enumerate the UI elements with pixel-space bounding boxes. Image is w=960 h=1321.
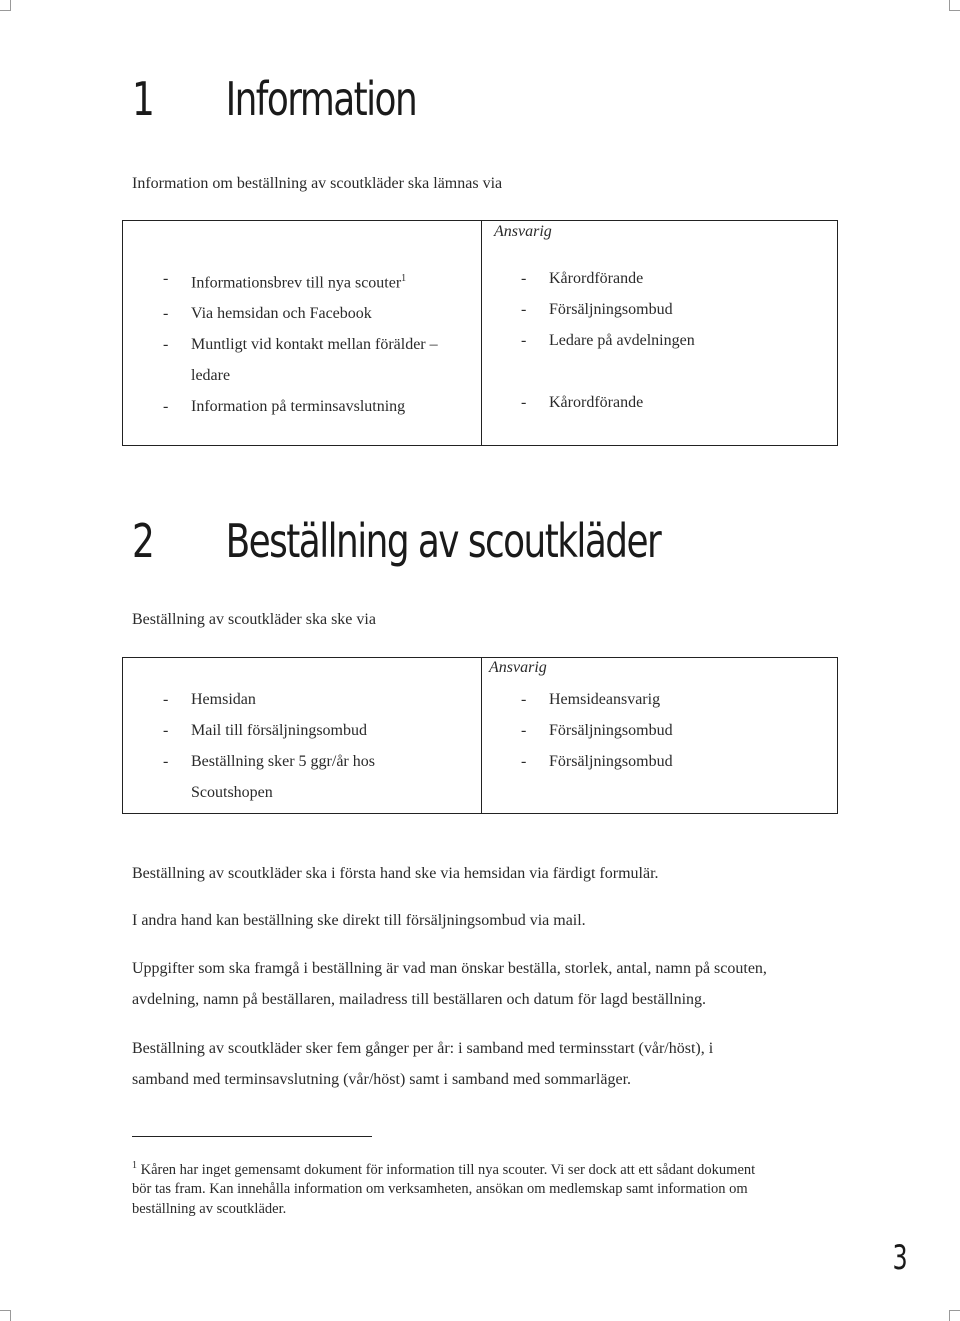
list-item: - Försäljningsombud (521, 753, 673, 770)
list-item: - Mail till försäljningsombud (163, 722, 367, 739)
list-item: - Försäljningsombud (521, 722, 673, 739)
crop-mark-top-left (0, 0, 11, 11)
table-divider (481, 221, 482, 445)
list-item: - Beställning sker 5 ggr/år hos (163, 753, 375, 770)
paragraph-order-schedule-line-2: samband med terminsavslutning (vår/höst) samt i samband med sommarläger. (132, 1071, 632, 1088)
list-item: - Information på terminsavslutning (163, 398, 406, 416)
list-item: - Kårordförande (521, 394, 644, 411)
section-2-number: 2 (132, 514, 154, 568)
footnote-line-2: bör tas fram. Kan innehålla information om verksamheten, ansökan om medlemskap samt information om (132, 1181, 748, 1198)
list-item: - Försäljningsombud (521, 301, 673, 318)
section-1-heading (132, 72, 416, 126)
footnote-mark: 1 (132, 1160, 137, 1171)
list-item: - Kårordförande (521, 270, 644, 287)
crop-mark-bottom-right (949, 1310, 960, 1321)
list-item-continuation: Scoutshopen (191, 784, 273, 801)
crop-mark-top-right (949, 0, 960, 11)
section-2-intro: Beställning av scoutkläder ska ske via (132, 611, 376, 628)
section-1-ansvarig-header: Ansvarig (494, 223, 552, 240)
paragraph-second-hand: I andra hand kan beställning ske direkt till försäljningsombud via mail. (132, 912, 586, 929)
section-2-right-list (521, 684, 673, 777)
list-item-continuation: ledare (191, 367, 231, 385)
section-2-table (122, 657, 838, 814)
list-item: - Hemsidan (163, 691, 256, 708)
section-2-ansvarig-header: Ansvarig (489, 659, 547, 676)
list-item: - Informationsbrev till nya scouter$^1$ (163, 270, 407, 292)
list-item-spacer (521, 356, 695, 387)
table-divider (481, 658, 482, 813)
section-2-heading (132, 514, 660, 568)
section-2-left-list (163, 684, 375, 808)
list-item: - Hemsideansvarig (521, 691, 661, 708)
section-1-right-list (521, 263, 695, 418)
paragraph-first-hand: Beställning av scoutkläder ska i första hand ske via hemsidan via färdigt formulär. (132, 865, 659, 882)
list-item: - Ledare på avdelningen (521, 332, 695, 349)
section-1-title: Information (225, 72, 417, 126)
section-1-intro: Information om beställning av scoutkläder ska lämnas via (132, 175, 503, 192)
list-item: - Via hemsidan och Facebook (163, 305, 372, 323)
section-2-title: Beställning av scoutkläder (225, 514, 661, 568)
paragraph-order-schedule-line-1: Beställning av scoutkläder sker fem gånger per år: i samband med terminsstart (vår/höst), i (132, 1040, 714, 1057)
footnote-line-3: beställning av scoutkläder. (132, 1200, 287, 1217)
paragraph-order-details-line-2: avdelning, namn på beställaren, mailadress till beställaren och datum för lagd beställning. (132, 991, 707, 1008)
crop-mark-bottom-left (0, 1310, 11, 1321)
section-1-left-list (163, 263, 438, 422)
section-1-number: 1 (132, 72, 154, 126)
paragraph-order-details-line-1: Uppgifter som ska framgå i beställning är vad man önskar beställa, storlek, antal, namn på scouten, (132, 960, 767, 977)
footnote (132, 1156, 842, 1219)
page-number: 3 (892, 1238, 908, 1278)
footnote-line-1: $^1$ Kåren har inget gemensamt dokument för information till nya scouter. Vi ser dock att ett sådant dokument (132, 1160, 756, 1178)
section-1-table (122, 220, 838, 446)
list-item: - Muntligt vid kontakt mellan förälder – (163, 336, 438, 354)
footnote-separator (132, 1136, 372, 1137)
